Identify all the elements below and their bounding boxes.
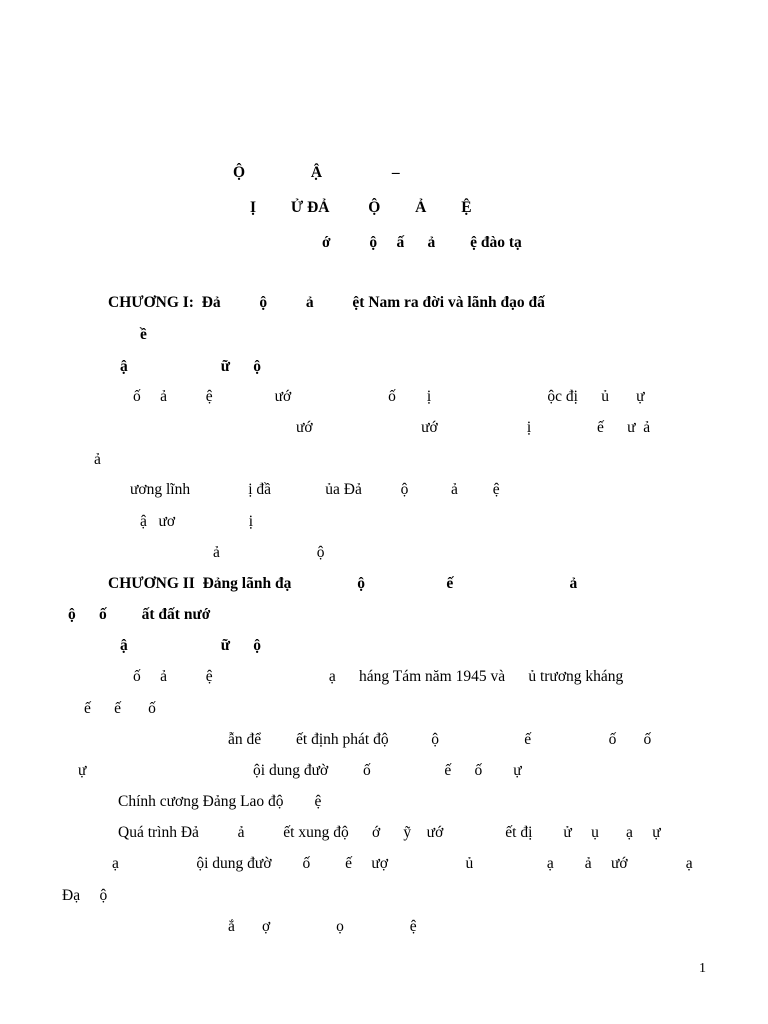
chapter-2-item-4-cont2: Đạ ộ: [62, 887, 108, 904]
chapter-2-item-3: Chính cương Đảng Lao độ ệ: [118, 793, 322, 810]
chapter-2-item-2: ẫn để ết định phát độ ộ ế ố ố: [228, 731, 652, 748]
chapter-2-item-1-cont: ế ế ố: [84, 700, 156, 717]
chapter-1-title: CHƯƠNG I: Đả ộ ả ệt Nam ra đời và lãnh đạo đấ: [108, 294, 545, 311]
chapter-2-item-5: ắ ợ ọ ệ: [228, 918, 417, 935]
chapter-2-item-4-cont: ạ ội dung đườ ố ế ượ ủ ạ ả ướ ạ: [112, 855, 693, 872]
chapter-1-section-1: ậ ữ ộ: [120, 358, 262, 375]
chapter-1-item-4: ả ộ: [213, 544, 325, 561]
chapter-2-item-4: Quá trình Đả ả ết xung độ ớ ỹ ướ ết đị ử ụ ạ ự: [118, 824, 661, 841]
chapter-1-item-1-cont2: ả: [94, 451, 101, 468]
chapter-2-section-1: ậ ữ ộ: [120, 637, 262, 654]
chapter-2-title: CHƯƠNG II Đảng lãnh đạ ộ ế ả: [108, 575, 578, 592]
chapter-2-item-1: ố ả ệ ạ háng Tám năm 1945 và ủ trương kháng: [133, 668, 624, 685]
chapter-1-title-cont: ề: [140, 326, 147, 343]
header-line-3: ớ ộ ấ ả ệ đào tạ: [322, 234, 522, 251]
chapter-1-item-1: ố ả ệ ướ ố ị ộc đị ủ ự: [133, 388, 645, 405]
chapter-1-item-1-cont: ướ ướ ị ế ư ả: [296, 419, 651, 436]
header-line-1: Ộ Ậ –: [233, 164, 400, 181]
chapter-1-item-3: ậ ươ ị: [140, 513, 254, 530]
chapter-2-item-2-cont: ự ội dung đườ ố ế ố ự: [78, 762, 522, 779]
chapter-1-item-2: ương lĩnh ị đầ ủa Đả ộ ả ệ: [130, 481, 500, 498]
header-line-2: Ị Ử ĐẢ Ộ Ả Ệ: [250, 199, 472, 216]
page-number: 1: [699, 961, 706, 976]
chapter-2-title-cont: ộ ố ất đất nướ: [68, 606, 211, 623]
